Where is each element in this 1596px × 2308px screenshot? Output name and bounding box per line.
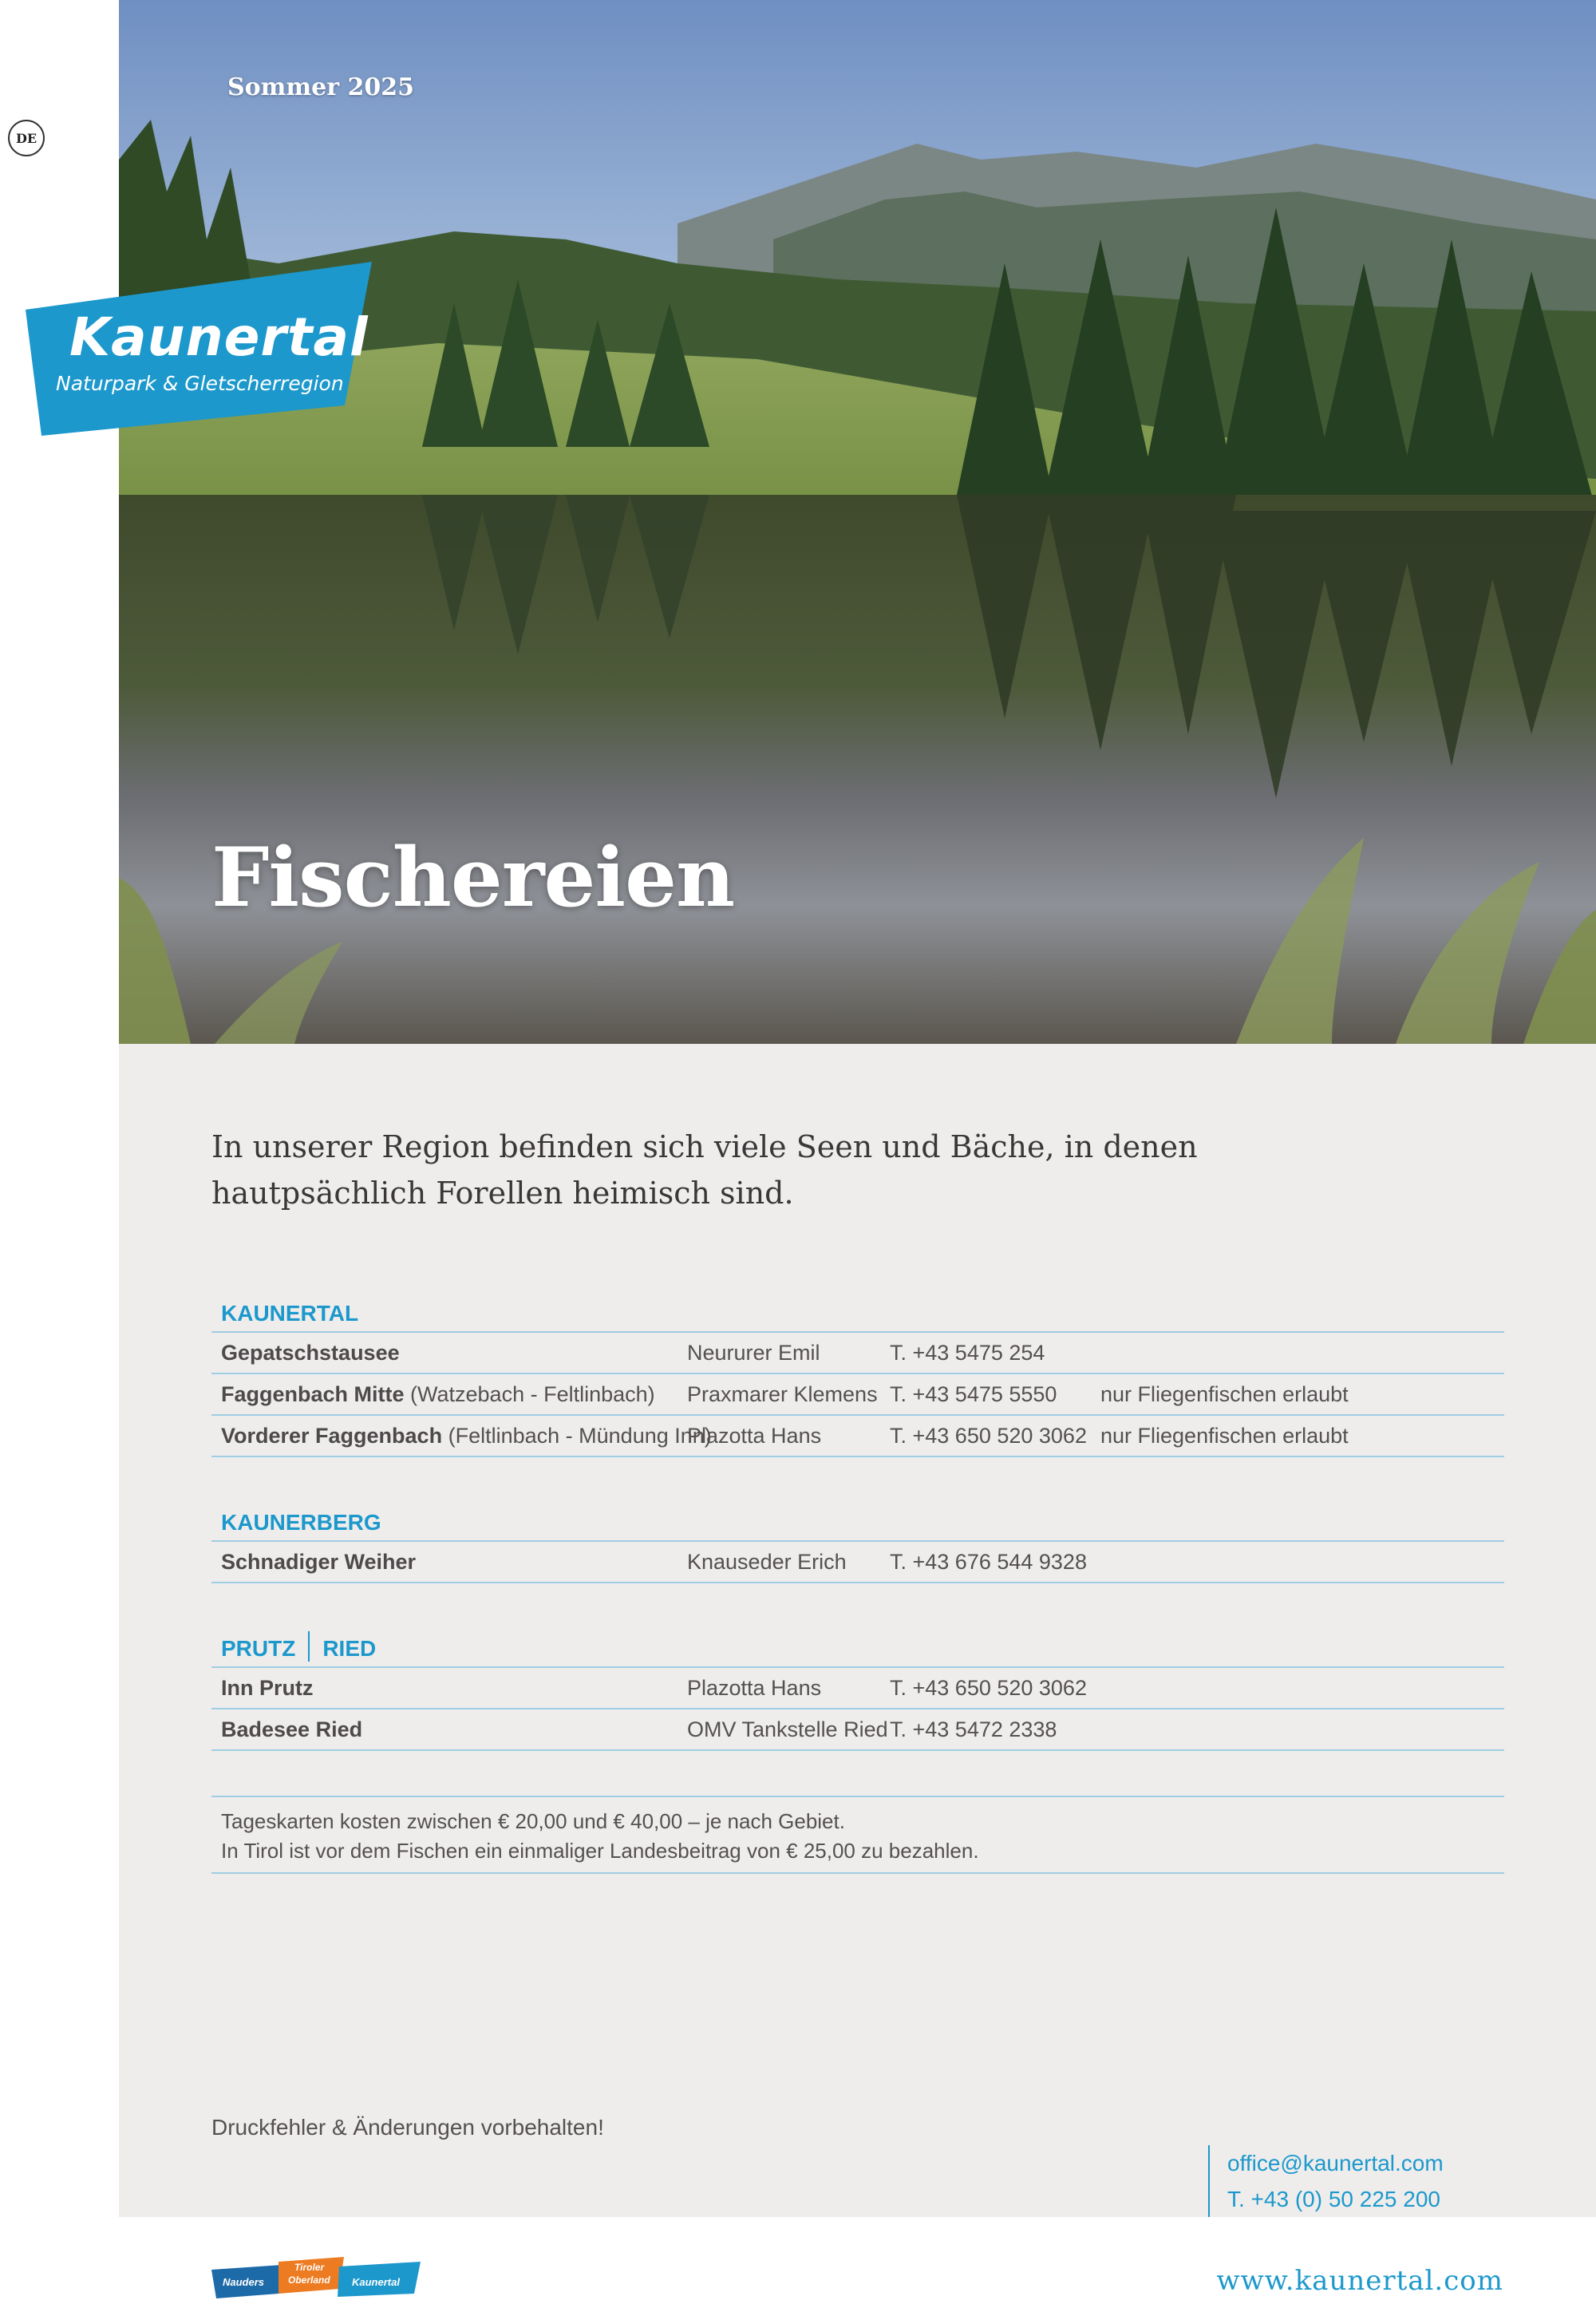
heading-part-ried: RIED (322, 1636, 377, 1661)
table-row (211, 1374, 1504, 1416)
water-detail: (Feltlinbach - Mündung Inn) (448, 1423, 712, 1448)
water-name-cell (211, 1341, 687, 1365)
contact-name: Neururer Emil (687, 1340, 820, 1365)
water-name-cell (211, 1382, 687, 1407)
note-line: In Tirol ist vor dem Fischen ein einmaliger Landesbeitrag von € 25,00 zu bezahlen. (221, 1839, 979, 1863)
note: nur Fliegenfischen erlaubt (1100, 1381, 1349, 1406)
kaunertal-logo[interactable] (26, 262, 372, 436)
phone-number: T. +43 650 520 3062 (890, 1675, 1087, 1700)
water-name: Inn Prutz (221, 1675, 314, 1700)
water-name-cell (211, 1423, 712, 1448)
note-line: Tageskarten kosten zwischen € 20,00 und € 40,00 – je nach Gebiet. (221, 1809, 845, 1833)
table-row (211, 1416, 1504, 1457)
logo-subtitle: Naturpark & Gletscherregion (56, 372, 344, 395)
table-row (211, 1333, 1504, 1374)
fishing-table (211, 1291, 1504, 1874)
partner-label-kaunertal: Kaunertal (352, 2276, 400, 2288)
table-row (211, 1709, 1504, 1751)
water-name: Badesee Ried (221, 1717, 363, 1741)
page-title: Fischereien (211, 830, 735, 926)
heading-separator (308, 1631, 310, 1662)
contact-name: Plazotta Hans (687, 1423, 822, 1448)
phone-number: T. +43 5472 2338 (890, 1717, 1057, 1741)
pricing-note (211, 1796, 1504, 1874)
note: nur Fliegenfischen erlaubt (1100, 1423, 1349, 1448)
phone-number: T. +43 676 544 9328 (890, 1549, 1087, 1574)
phone-number: T. +43 5475 5550 (890, 1381, 1057, 1406)
water-name-cell (211, 1550, 687, 1575)
partner-logo[interactable] (211, 2255, 421, 2298)
water-detail: (Watzebach - Feltlinbach) (410, 1381, 655, 1406)
table-row (211, 1668, 1504, 1709)
content-area (119, 1044, 1596, 2217)
water-name: Vorderer Faggenbach (221, 1423, 443, 1448)
contact-name: Knauseder Erich (687, 1549, 847, 1574)
phone-link[interactable]: T. +43 (0) 50 225 200 (1227, 2187, 1440, 2211)
water-name-cell (211, 1676, 687, 1701)
heading-part-prutz: PRUTZ (221, 1636, 296, 1661)
water-name: Schnadiger Weiher (221, 1549, 417, 1574)
phone-number: T. +43 650 520 3062 (890, 1423, 1087, 1448)
partner-label-nauders: Nauders (223, 2276, 265, 2288)
contact-name: Praxmarer Klemens (687, 1381, 878, 1406)
water-name: Faggenbach Mitte (221, 1381, 405, 1406)
water-name-cell (211, 1717, 687, 1742)
section-heading-kaunertal: KAUNERTAL (211, 1291, 1504, 1333)
disclaimer: Druckfehler & Änderungen vorbehalten! (211, 2115, 604, 2140)
contact-name: Plazotta Hans (687, 1675, 822, 1700)
website-link[interactable]: www.kaunertal.com (1216, 2265, 1503, 2297)
season-label: Sommer 2025 (227, 73, 414, 101)
table-row (211, 1542, 1504, 1583)
section-heading-prutz-ried (211, 1626, 1504, 1668)
partner-label-tiroler: Tiroler (294, 2262, 325, 2273)
phone-number: T. +43 5475 254 (890, 1340, 1045, 1365)
contact-block (1208, 2145, 1444, 2217)
water-name: Gepatschstausee (221, 1340, 400, 1365)
logo-title: Kaunertal (69, 306, 369, 368)
section-heading-kaunerberg: KAUNERBERG (211, 1500, 1504, 1542)
intro-text: In unserer Region befinden sich viele Seen und Bäche, in denen hautpsächlich Forellen heimisch sind. (211, 1129, 1198, 1211)
contact-name: OMV Tankstelle Ried (687, 1717, 888, 1741)
language-badge: DE (8, 120, 45, 156)
email-link[interactable]: office@kaunertal.com (1227, 2151, 1444, 2176)
partner-label-oberland: Oberland (288, 2274, 330, 2286)
